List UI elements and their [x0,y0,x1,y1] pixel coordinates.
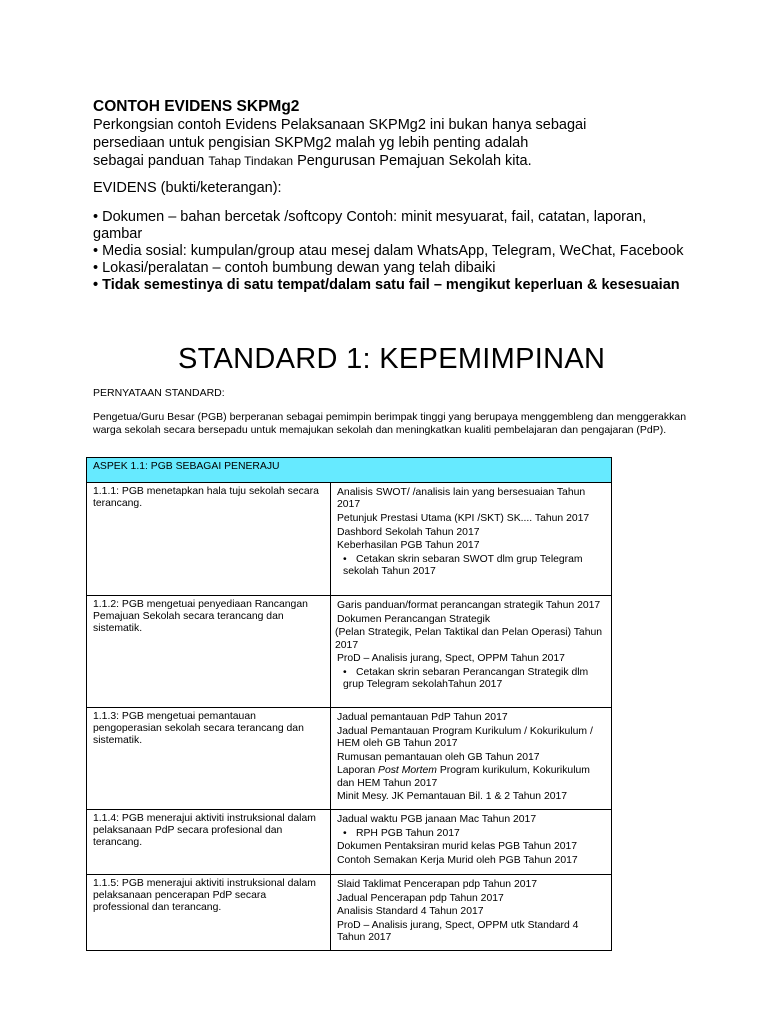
evidence-item: • Cetakan skrin sebaran SWOT dlm grup Telegram sekolah Tahun 2017 [337,554,605,578]
evidence-item: Dokumen Pentaksiran murid kelas PGB Tahun 2017 [337,841,578,853]
intro-line-1: Perkongsian contoh Evidens Pelaksanaan SKPMg2 ini bukan hanya sebagai [93,117,587,133]
evidence-item: Contoh Semakan Kerja Murid oleh PGB Tahun 2017 [337,855,578,867]
bullet-dokumen: • Dokumen – bahan bercetak /softcopy Contoh: minit mesyuarat, fail, catatan, laporan, gambar [93,209,647,242]
evidence-item: Keberhasilan PGB Tahun 2017 [337,540,480,552]
bullet-media-sosial: • Media sosial: kumpulan/group atau mesej dalam WhatsApp, Telegram, WeChat, Facebook [93,243,684,259]
aspect-header-row [87,458,612,483]
evidence-item: Dashbord Sekolah Tahun 2017 [337,526,480,538]
evidence-cell [331,874,612,950]
evidens-heading: EVIDENS (bukti/keterangan): [93,180,282,196]
item-cell: 1.1.5: PGB menerajui aktiviti instruksional dalam pelaksanaan pencerapan PdP secara professional dan terancang. [87,874,331,950]
aspect-header: ASPEK 1.1: PGB SEBAGAI PENERAJU [87,458,612,483]
bullet-tidak-semestinya: • Tidak semestinya di satu tempat/dalam satu fail – mengikut keperluan & kesesuaian [93,277,680,293]
intro-paragraph [93,116,693,170]
evidence-cell [331,708,612,810]
intro-line-3: sebagai panduan Tahap Tindakan Pengurusan Pemajuan Sekolah kita. [93,153,532,169]
table-row [87,596,612,708]
evidence-item: Laporan Post Mortem Program kurikulum, Kokurikulum dan HEM Tahun 2017 [337,765,590,789]
evidence-item: • RPH PGB Tahun 2017 [337,828,605,840]
evidence-item: ProD – Analisis jurang, Spect, OPPM Tahun 2017 [337,653,565,665]
evidence-item: Analisis SWOT/ /analisis lain yang bersesuaian Tahun 2017 [337,487,586,511]
evidence-item: Jadual pemantauan PdP Tahun 2017 [337,712,508,723]
evidence-cell [331,809,612,874]
evidence-item: Minit Mesy. JK Pemantauan Bil. 1 & 2 Tahun 2017 [337,791,568,803]
evidence-cell [331,483,612,596]
statement-text: Pengetua/Guru Besar (PGB) berperanan sebagai pemimpin berimpak tinggi yang berupaya menggembleng dan menggerakkan warga sekolah secara bersepadu untuk memajukan sekolah dan meningkatkan kualiti pembelajaran dan pengajaran (PdP). [93,411,687,436]
table-row [87,483,612,596]
evidence-item: Rumusan pemantauan oleh GB Tahun 2017 [337,751,540,763]
evidence-item: Slaid Taklimat Pencerapan pdp Tahun 2017 [337,878,538,890]
evidence-item: Jadual waktu PGB janaan Mac Tahun 2017 [337,813,537,825]
bullet-lokasi: • Lokasi/peralatan – contoh bumbung dewan yang telah dibaiki [93,260,496,276]
item-cell: 1.1.1: PGB menetapkan hala tuju sekolah secara terancang. [87,483,331,596]
evidence-cell [331,596,612,708]
statement-label: PERNYATAAN STANDARD: [93,387,225,399]
intro-line-2: persediaan untuk pengisian SKPMg2 malah yg lebih penting adalah [93,135,529,151]
evidens-bullet-list [93,209,693,294]
aspect-table [86,457,612,951]
evidence-item: • Cetakan skrin sebaran Perancangan Strategik dlm grup Telegram sekolahTahun 2017 [337,667,605,691]
evidence-item: Garis panduan/format perancangan strategik Tahun 2017 [337,600,601,611]
evidence-item: Petunjuk Prestasi Utama (KPI /SKT) SK.... Tahun 2017 [337,512,590,524]
standard-title: STANDARD 1: KEPEMIMPINAN [178,343,606,375]
intro-section [93,97,693,294]
item-cell: 1.1.4: PGB menerajui aktiviti instruksional dalam pelaksanaan PdP secara profesional dan terancang. [87,809,331,874]
evidence-item: Dokumen Perancangan Strategik [337,613,491,625]
evidence-item: (Pelan Strategik, Pelan Taktikal dan Pelan Operasi) Tahun 2017 [335,627,603,651]
evidence-item: Analisis Standard 4 Tahun 2017 [337,906,484,918]
table-row [87,708,612,810]
document-title: CONTOH EVIDENS SKPMg2 [93,98,300,115]
table-row [87,809,612,874]
item-cell: 1.1.3: PGB mengetuai pemantauan pengoperasian sekolah secara terancang dan sistematik. [87,708,331,810]
evidence-item: ProD – Analisis jurang, Spect, OPPM utk Standard 4 Tahun 2017 [337,920,579,944]
item-cell: 1.1.2: PGB mengetuai penyediaan Rancangan Pemajuan Sekolah secara terancang dan sistematik. [87,596,331,708]
evidence-item: Jadual Pencerapan pdp Tahun 2017 [337,892,504,904]
table-row [87,874,612,950]
evidence-item: Jadual Pemantauan Program Kurikulum / Kokurikulum / HEM oleh GB Tahun 2017 [337,725,593,749]
